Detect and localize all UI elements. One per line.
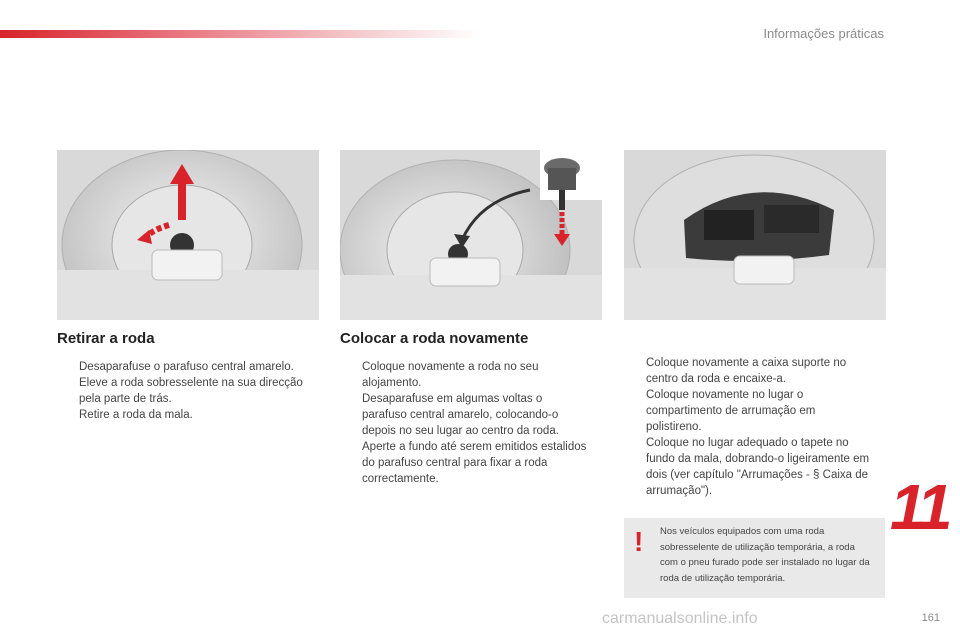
section-refit-wheel xyxy=(340,330,590,487)
warning-icon: ! xyxy=(634,526,644,557)
photo-remove-wheel xyxy=(57,150,319,320)
chapter-number: 11 xyxy=(890,471,949,543)
header-accent-bar xyxy=(0,30,480,38)
list-item: Coloque no lugar adequado o tapete no fundo da mala, dobrando-o ligeiramente em dois (ver capítulo "Arrumações - § Caixa de arrumação"). xyxy=(646,437,870,497)
list-item: Eleve a roda sobresselente na sua direcção pela parte de trás. xyxy=(79,377,303,405)
list-item: Coloque novamente a caixa suporte no centro da roda e encaixe-a. xyxy=(646,357,847,385)
list-item: Coloque novamente no lugar o compartimento de arrumação em polistireno. xyxy=(646,389,816,433)
page-header-title: Informações práticas xyxy=(763,26,884,41)
list-item: Desaparafuse em algumas voltas o parafuso central amarelo, colocando-o depois no seu lugar ao centro da roda. xyxy=(362,393,559,437)
watermark: carmanualsonline.info xyxy=(602,610,758,627)
list-item: Desaparafuse o parafuso central amarelo. xyxy=(79,361,294,373)
photo-storage-box xyxy=(624,150,886,320)
page-number: 161 xyxy=(921,612,940,624)
section-remove-wheel xyxy=(57,330,317,423)
note-text: Nos veículos equipados com uma roda sobresselente de utilização temporária, a roda com o pneu furado pode ser instalado no lugar da roda de utilização temporária. xyxy=(660,526,870,584)
section-title: Colocar a roda novamente xyxy=(340,330,529,347)
section-title: Retirar a roda xyxy=(57,330,155,347)
list-item: Retire a roda da mala. xyxy=(79,409,193,421)
section-storage-box xyxy=(624,355,874,499)
photo-refit-wheel xyxy=(340,150,602,320)
warning-note xyxy=(624,518,885,598)
list-item: Coloque novamente a roda no seu alojamento. xyxy=(362,361,539,389)
list-item: Aperte a fundo até serem emitidos estalidos do parafuso central para fixar a roda correctamente. xyxy=(362,441,587,485)
